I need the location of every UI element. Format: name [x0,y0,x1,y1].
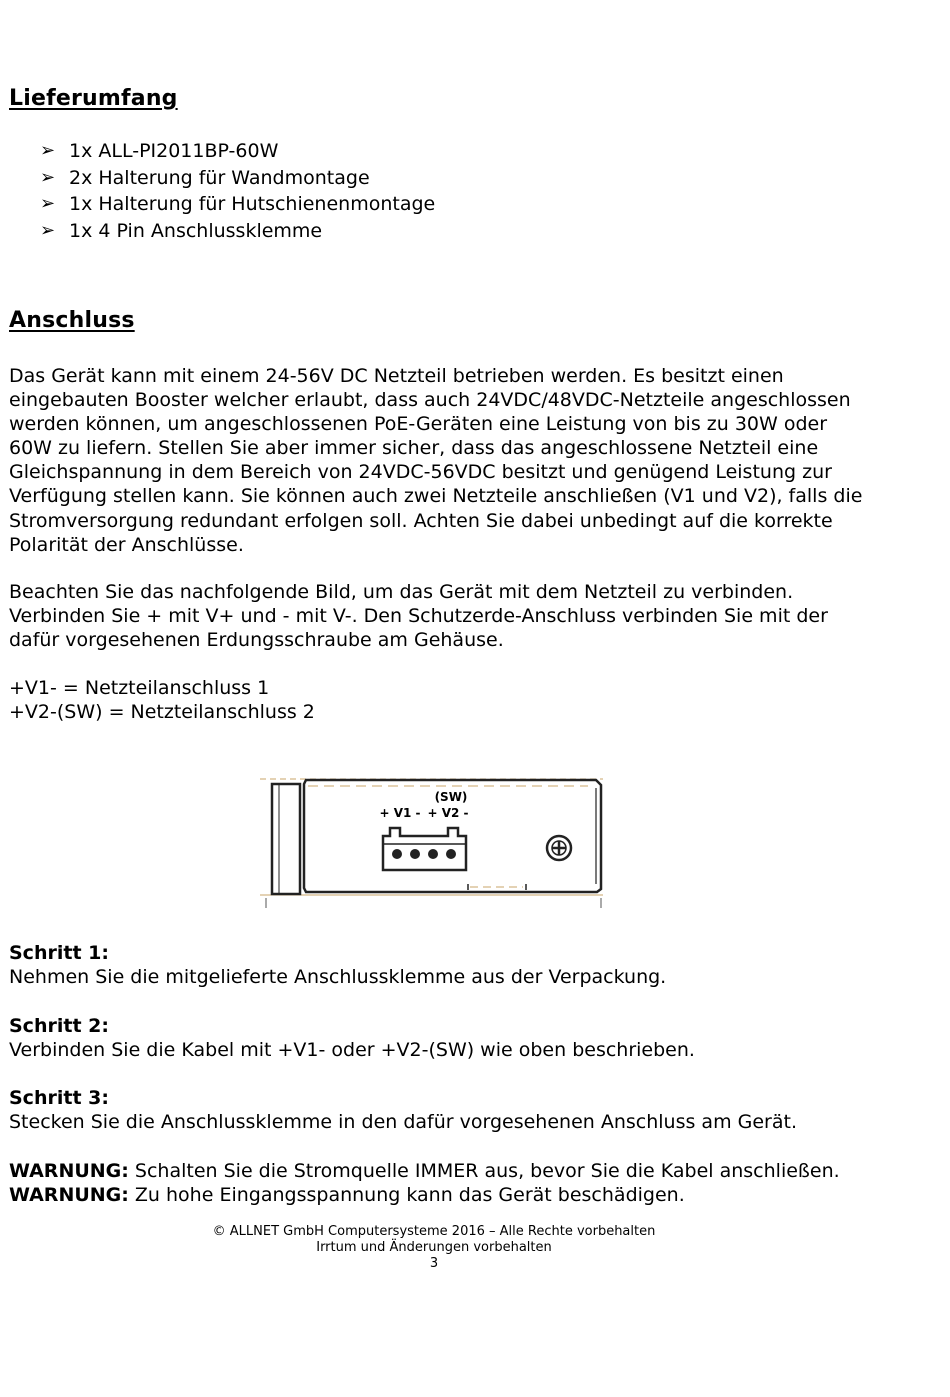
footer-disclaimer: Irrtum und Änderungen vorbehalten [316,1240,552,1255]
arrow-bullet-icon: ➢ [40,193,56,215]
page-number: 3 [429,1256,439,1271]
step-1-text: Nehmen Sie die mitgelieferte Anschlussklemme aus der Verpackung. [9,966,667,988]
warning-2: WARNUNG: Zu hohe Eingangsspannung kann das Gerät beschädigen. [9,1184,685,1206]
list-item: ➢ 2x Halterung für Wandmontage [40,165,435,192]
arrow-bullet-icon: ➢ [40,166,56,188]
arrow-bullet-icon: ➢ [40,219,56,241]
device-connector-diagram [258,776,610,912]
v1-label: + V1 - [379,806,421,820]
step-2-title: Schritt 2: [9,1015,109,1037]
list-item: ➢ 1x 4 Pin Anschlussklemme [40,218,435,245]
scope-heading: Lieferumfang [9,86,178,111]
v2-label: + V2 - [427,806,469,820]
step-3-title: Schritt 3: [9,1087,109,1109]
list-item: ➢ 1x ALL-PI2011BP-60W [40,138,435,165]
wiring-paragraph: Beachten Sie das nachfolgende Bild, um das Gerät mit dem Netzteil zu verbinden. Verbinden Sie + mit V+ und - mit V-. Den Schutzerde-Anschluss verbinden Sie mit der dafür vorgesehenen Erdungsschraube am Gehäuse. [9,581,828,652]
warning-1: WARNUNG: Schalten Sie die Stromquelle IMMER aus, bevor Sie die Kabel anschließen. [9,1160,840,1182]
step-2-text: Verbinden Sie die Kabel mit +V1- oder +V2-(SW) wie oben beschrieben. [9,1039,695,1061]
step-3-text: Stecken Sie die Anschlussklemme in den dafür vorgesehenen Anschluss am Gerät. [9,1111,797,1133]
terminal-legend: +V1- = Netzteilanschluss 1 +V2-(SW) = Netzteilanschluss 2 [9,677,315,724]
scope-list [40,138,435,244]
list-item: ➢ 1x Halterung für Hutschienenmontage [40,191,435,218]
warning-label: WARNUNG: [9,1160,129,1182]
connection-heading: Anschluss [9,308,135,333]
ground-screw-icon [547,836,571,860]
step-1-title: Schritt 1: [9,942,109,964]
connection-paragraph: Das Gerät kann mit einem 24-56V DC Netzteil betrieben werden. Es besitzt einen eingebauten Booster welcher erlaubt, dass auch 24VDC/48VDC-Netzteile angeschlossen werden können, um angeschlossenen PoE-Geräten eine Leistung von bis zu 30W oder 60W zu liefern. Stellen Sie aber immer sicher, dass das angeschlossene Netzteil eine Gleichspannung in dem Bereich von 24VDC-56VDC besitzt und genügend Leistung zur Verfügung stellen kann. Sie können auch zwei Netzteile anschließen (V1 und V2), falls die Stromversorgung redundant erfolgen soll. Achten Sie dabei unbedingt auf die korrekte Polarität der Anschlüsse. [9,365,863,556]
footer-copyright: © ALLNET GmbH Computersysteme 2016 – Alle Rechte vorbehalten [212,1224,656,1239]
sw-label: (SW) [434,790,468,804]
arrow-bullet-icon: ➢ [40,140,56,161]
warning-label: WARNUNG: [9,1184,129,1206]
